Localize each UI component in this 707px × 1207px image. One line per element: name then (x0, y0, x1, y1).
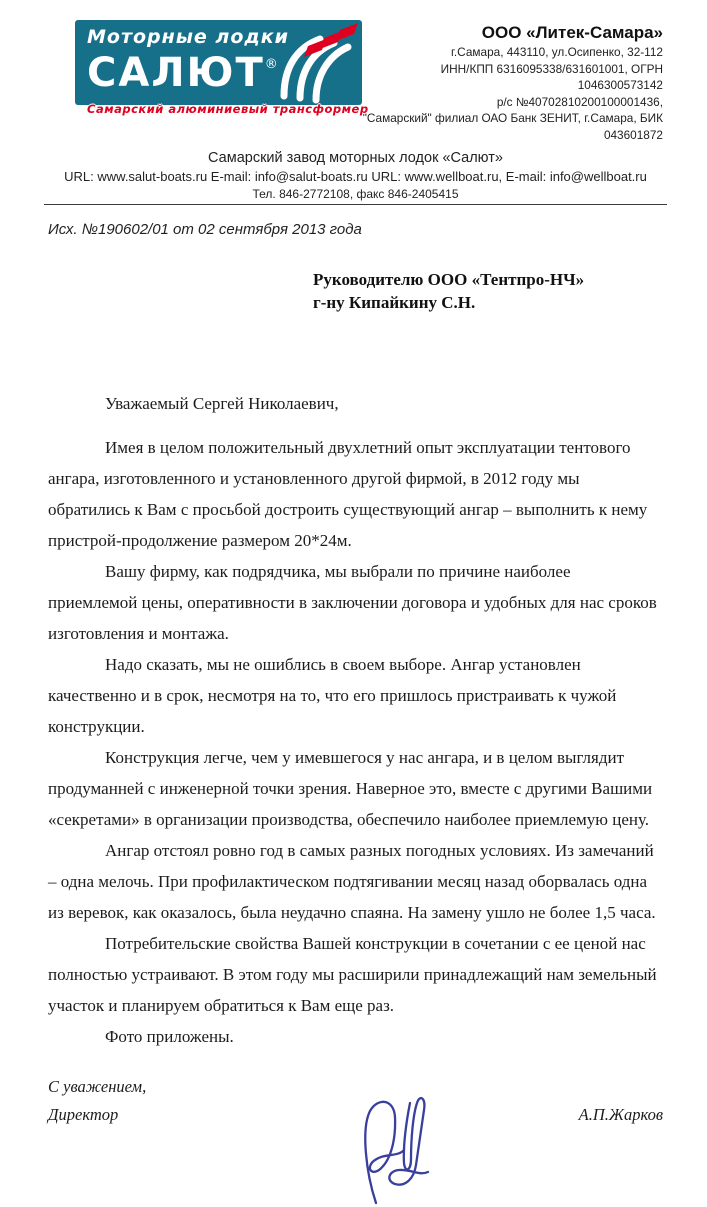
addressee-line-2: г-ну Кипайкину С.Н. (313, 293, 476, 312)
registered-trademark-icon: ® (264, 57, 278, 72)
logo-brand-name: САЛЮТ (87, 50, 265, 96)
signer-name: А.П.Жарков (578, 1105, 663, 1124)
closing-regards: С уважением, (48, 1077, 147, 1096)
outgoing-reference-line: Исх. №190602/01 от 02 сентября 2013 года (48, 221, 362, 238)
factory-contacts: URL: www.salut-boats.ru E-mail: info@salut-boats.ru URL: www.wellboat.ru, E-mail: info@wellboat.ru (64, 169, 647, 184)
addressee-line-1: Руководителю ООО «Тентпро-НЧ» (313, 270, 585, 289)
addressee-block (313, 268, 663, 314)
closing-block (48, 1073, 663, 1129)
company-account: р/с №40702810200100001436, (496, 94, 663, 109)
logo-tagline-top: Моторные лодки (87, 26, 289, 48)
letter-body (48, 388, 663, 1052)
company-bank: "Самарский" филиал ОАО Банк ЗЕНИТ, г.Самара, БИК 043601872 (362, 111, 663, 142)
company-inn-ogrn: ИНН/КПП 6316095338/631601001, ОГРН 1046300573142 (440, 61, 663, 92)
handwritten-signature (348, 1095, 448, 1207)
paragraph: Имея в целом положительный двухлетний опыт эксплуатации тентового ангара, изготовленного и установленного другой фирмой, в 2012 году мы обратились к Вам с просьбой достроить существующий ангар – выполнить к нему пристрой-продолжение размером 20*24м. (48, 438, 648, 550)
salut-logo (75, 20, 369, 116)
factory-name: Самарский завод моторных лодок «Салют» (208, 150, 503, 166)
letterhead-center-lines (48, 149, 663, 202)
salutation: Уважаемый Сергей Николаевич, (105, 394, 339, 413)
boat-stripes-icon (274, 24, 360, 100)
company-address: г.Самара, 443110, ул.Осипенко, 32-112 (451, 45, 663, 59)
signer-title: Директор (48, 1105, 119, 1124)
paragraph: Потребительские свойства Вашей конструкции в сочетании с ее ценой нас полностью устраивают. В этом году мы расширили принадлежащий нам земельный участок и планируем обратиться к Вам еще раз. (48, 934, 657, 1015)
logo-tagline-bottom: Самарский алюминиевый трансформер (87, 102, 369, 116)
paragraph: Вашу фирму, как подрядчика, мы выбрали по причине наиболее приемлемой цены, оперативности в заключении договора и удобных для нас сроков изготовления и монтажа. (48, 562, 657, 643)
paragraph: Конструкция легче, чем у имевшегося у нас ангара, и в целом выглядит продуманней с инженерной точки зрения. Наверное это, вместе с другими Вашими «секретами» в организации производства, обеспечило наиболее приемлемую цену. (48, 748, 653, 829)
paragraph: Фото приложены. (105, 1027, 234, 1046)
paragraph: Ангар отстоял ровно год в самых разных погодных условиях. Из замечаний – одна мелочь. При профилактическом подтягивании месяц назад оборвалась одна из веревок, как оказалось, была неудачно спаяна. На замену ушло не более 1,5 часа. (48, 841, 656, 922)
factory-phone: Тел. 846-2772108, факс 846-2405415 (252, 187, 459, 201)
letterhead-divider (44, 204, 667, 205)
company-requisites-block (362, 22, 663, 143)
company-name: ООО «Литек-Самара» (481, 23, 663, 42)
letterhead (48, 18, 663, 143)
paragraph: Надо сказать, мы не ошиблись в своем выборе. Ангар установлен качественно и в срок, несмотря на то, что его пришлось пристраивать к чужой конструкции. (48, 655, 617, 736)
